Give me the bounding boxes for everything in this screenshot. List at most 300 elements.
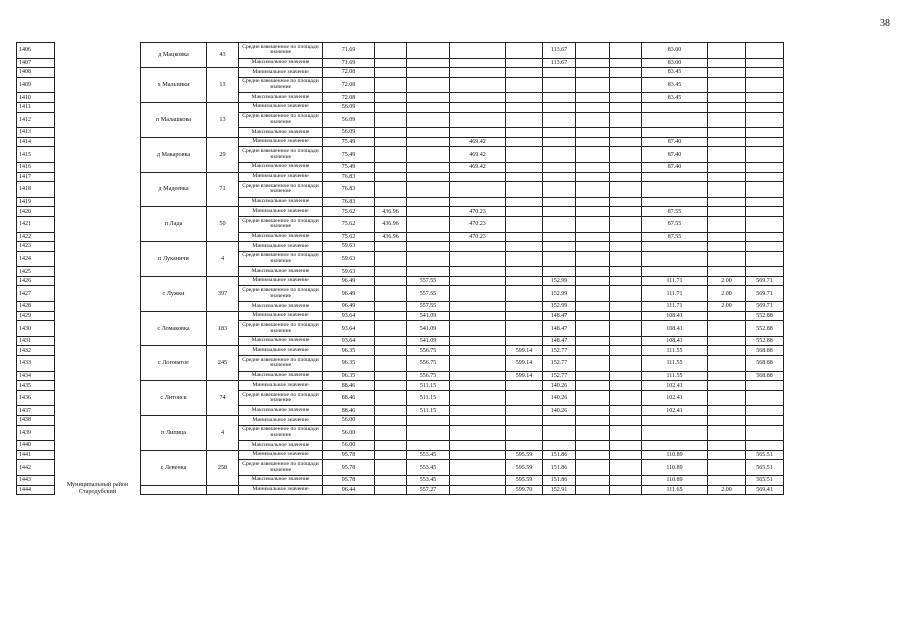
- value-cell: [576, 242, 610, 252]
- value-cell: 75.49: [323, 147, 375, 163]
- settlement-cell: с Литовск: [141, 381, 207, 416]
- metric-label-cell: Максимальное значение: [239, 302, 323, 312]
- value-cell: [375, 172, 407, 182]
- value-cell: 75.62: [323, 216, 375, 232]
- district-cell: [55, 302, 141, 312]
- value-cell: [576, 102, 610, 112]
- value-cell: [576, 58, 610, 68]
- value-cell: 152.77: [543, 371, 576, 381]
- district-cell: [55, 102, 141, 112]
- district-cell: [55, 112, 141, 128]
- value-cell: 568.88: [746, 356, 784, 372]
- value-cell: 140.26: [543, 406, 576, 416]
- value-cell: 470.23: [450, 207, 506, 217]
- value-cell: [576, 251, 610, 267]
- value-cell: [708, 112, 746, 128]
- settlement-cell: д Макаровка: [141, 137, 207, 172]
- table-row: [17, 207, 784, 217]
- value-cell: [610, 182, 642, 198]
- value-cell: [450, 251, 506, 267]
- settlement-cell: д Мадеевка: [141, 172, 207, 207]
- value-cell: [610, 460, 642, 476]
- count-cell: 183: [207, 311, 239, 346]
- table-row: [17, 406, 784, 416]
- value-cell: [543, 416, 576, 426]
- value-cell: 111.55: [642, 356, 708, 372]
- value-cell: 87.55: [642, 216, 708, 232]
- value-cell: 95.78: [323, 460, 375, 476]
- value-cell: 151.86: [543, 475, 576, 485]
- table-row: [17, 475, 784, 485]
- row-number-cell: 1435: [17, 381, 55, 391]
- value-cell: 83.00: [642, 58, 708, 68]
- row-number-cell: 1444: [17, 485, 55, 495]
- value-cell: [708, 162, 746, 172]
- value-cell: [543, 102, 576, 112]
- metric-label-cell: Минимальное значение: [239, 207, 323, 217]
- value-cell: [576, 68, 610, 78]
- value-cell: [407, 441, 450, 451]
- metric-label-cell: Минимальное значение: [239, 172, 323, 182]
- value-cell: 599.14: [506, 346, 543, 356]
- value-cell: [506, 137, 543, 147]
- value-cell: [407, 232, 450, 242]
- table-row: [17, 381, 784, 391]
- value-cell: [642, 425, 708, 441]
- value-cell: [407, 425, 450, 441]
- value-cell: [543, 216, 576, 232]
- row-number-cell: 1408: [17, 68, 55, 78]
- metric-label-cell: Средне взвешенное по площади значение: [239, 356, 323, 372]
- value-cell: [610, 251, 642, 267]
- value-cell: 469.42: [450, 147, 506, 163]
- value-cell: [375, 58, 407, 68]
- value-cell: 59.63: [323, 242, 375, 252]
- value-cell: 569.71: [746, 286, 784, 302]
- row-number-cell: 1438: [17, 416, 55, 426]
- value-cell: [642, 112, 708, 128]
- value-cell: [543, 77, 576, 93]
- table-row: [17, 77, 784, 93]
- value-cell: [375, 475, 407, 485]
- value-cell: [450, 336, 506, 346]
- table-row: [17, 286, 784, 302]
- value-cell: [506, 77, 543, 93]
- value-cell: [708, 43, 746, 59]
- value-cell: [407, 267, 450, 277]
- value-cell: 87.55: [642, 207, 708, 217]
- value-cell: 87.40: [642, 137, 708, 147]
- value-cell: [450, 172, 506, 182]
- table-row: [17, 302, 784, 312]
- value-cell: [642, 267, 708, 277]
- value-cell: [375, 425, 407, 441]
- value-cell: [610, 207, 642, 217]
- value-cell: 595.59: [506, 450, 543, 460]
- value-cell: [708, 207, 746, 217]
- value-cell: [746, 416, 784, 426]
- district-cell: [55, 147, 141, 163]
- row-number-cell: 1418: [17, 182, 55, 198]
- value-cell: [642, 242, 708, 252]
- value-cell: [576, 128, 610, 138]
- district-cell: [55, 93, 141, 103]
- value-cell: [610, 381, 642, 391]
- table-row: [17, 460, 784, 476]
- value-cell: [450, 276, 506, 286]
- value-cell: 557.55: [407, 302, 450, 312]
- district-cell: [55, 207, 141, 217]
- table-row: [17, 441, 784, 451]
- metric-label-cell: Максимальное значение: [239, 371, 323, 381]
- value-cell: [746, 162, 784, 172]
- value-cell: [746, 207, 784, 217]
- settlement-cell: д Мацковка: [141, 43, 207, 68]
- count-cell: 13: [207, 102, 239, 137]
- value-cell: [576, 267, 610, 277]
- value-cell: 56.09: [323, 102, 375, 112]
- value-cell: [543, 182, 576, 198]
- value-cell: [407, 197, 450, 207]
- metric-label-cell: Минимальное значение: [239, 68, 323, 78]
- value-cell: [375, 147, 407, 163]
- value-cell: [576, 302, 610, 312]
- value-cell: [375, 267, 407, 277]
- value-cell: [746, 147, 784, 163]
- value-cell: [375, 302, 407, 312]
- metric-label-cell: Минимальное значение: [239, 346, 323, 356]
- value-cell: [506, 406, 543, 416]
- value-cell: 93.64: [323, 311, 375, 321]
- district-cell: [55, 356, 141, 372]
- table-row: [17, 242, 784, 252]
- value-cell: [610, 232, 642, 242]
- value-cell: [708, 128, 746, 138]
- value-cell: [610, 162, 642, 172]
- metric-label-cell: Максимальное значение: [239, 232, 323, 242]
- value-cell: 148.47: [543, 321, 576, 337]
- metric-label-cell: Средне взвешенное по площади значение: [239, 43, 323, 59]
- metric-label-cell: Средне взвешенное по площади значение: [239, 147, 323, 163]
- value-cell: [610, 102, 642, 112]
- metric-label-cell: Максимальное значение: [239, 441, 323, 451]
- row-number-cell: 1427: [17, 286, 55, 302]
- metric-label-cell: Минимальное значение: [239, 102, 323, 112]
- row-number-cell: 1417: [17, 172, 55, 182]
- count-cell: 258: [207, 450, 239, 485]
- value-cell: [708, 216, 746, 232]
- value-cell: [506, 441, 543, 451]
- value-cell: 436.96: [375, 216, 407, 232]
- table-row: [17, 311, 784, 321]
- district-cell: [55, 276, 141, 286]
- value-cell: [506, 182, 543, 198]
- value-cell: [708, 197, 746, 207]
- value-cell: 2.00: [708, 286, 746, 302]
- value-cell: [543, 242, 576, 252]
- value-cell: 556.75: [407, 346, 450, 356]
- row-number-cell: 1429: [17, 311, 55, 321]
- table-row: [17, 251, 784, 267]
- row-number-cell: 1414: [17, 137, 55, 147]
- table-row: [17, 450, 784, 460]
- value-cell: [450, 425, 506, 441]
- settlement-cell: с Логоватое: [141, 346, 207, 381]
- table-row: [17, 276, 784, 286]
- value-cell: [746, 251, 784, 267]
- value-cell: 111.55: [642, 371, 708, 381]
- table-row: [17, 43, 784, 59]
- value-cell: [576, 336, 610, 346]
- value-cell: [375, 128, 407, 138]
- value-cell: [642, 441, 708, 451]
- district-cell: [55, 416, 141, 426]
- table-row: [17, 112, 784, 128]
- value-cell: [708, 68, 746, 78]
- row-number-cell: 1442: [17, 460, 55, 476]
- value-cell: [543, 68, 576, 78]
- value-cell: [576, 112, 610, 128]
- row-number-cell: 1426: [17, 276, 55, 286]
- value-cell: 76.83: [323, 197, 375, 207]
- value-cell: 541.09: [407, 336, 450, 346]
- district-cell: [55, 311, 141, 321]
- value-cell: [610, 112, 642, 128]
- district-cell: [55, 406, 141, 416]
- metric-label-cell: Минимальное значение: [239, 450, 323, 460]
- value-cell: [642, 251, 708, 267]
- value-cell: [407, 102, 450, 112]
- value-cell: [375, 112, 407, 128]
- settlement-cell: х Мальники: [141, 68, 207, 103]
- value-cell: 72.08: [323, 68, 375, 78]
- row-number-cell: 1419: [17, 197, 55, 207]
- value-cell: [543, 425, 576, 441]
- value-cell: [610, 485, 642, 495]
- value-cell: [450, 416, 506, 426]
- value-cell: [708, 77, 746, 93]
- value-cell: [708, 232, 746, 242]
- value-cell: 148.47: [543, 336, 576, 346]
- value-cell: 71.69: [323, 43, 375, 59]
- value-cell: [708, 460, 746, 476]
- value-cell: [506, 267, 543, 277]
- value-cell: [746, 197, 784, 207]
- value-cell: [576, 147, 610, 163]
- value-cell: [708, 251, 746, 267]
- value-cell: [450, 381, 506, 391]
- value-cell: [576, 93, 610, 103]
- value-cell: [375, 242, 407, 252]
- value-cell: [375, 441, 407, 451]
- value-cell: [642, 197, 708, 207]
- value-cell: 2.00: [708, 302, 746, 312]
- value-cell: [506, 276, 543, 286]
- value-cell: [543, 207, 576, 217]
- value-cell: [610, 321, 642, 337]
- row-number-cell: 1436: [17, 390, 55, 406]
- district-cell: [55, 216, 141, 232]
- value-cell: [506, 43, 543, 59]
- value-cell: [506, 390, 543, 406]
- count-cell: 50: [207, 207, 239, 242]
- metric-label-cell: Минимальное значение: [239, 276, 323, 286]
- value-cell: [407, 43, 450, 59]
- value-cell: [576, 441, 610, 451]
- value-cell: 110.89: [642, 450, 708, 460]
- value-cell: [375, 336, 407, 346]
- row-number-cell: 1412: [17, 112, 55, 128]
- value-cell: [450, 93, 506, 103]
- table-row: [17, 93, 784, 103]
- value-cell: [610, 242, 642, 252]
- settlement-cell: п Липица: [141, 416, 207, 451]
- value-cell: 511.15: [407, 381, 450, 391]
- value-cell: 569.71: [746, 276, 784, 286]
- value-cell: [450, 77, 506, 93]
- value-cell: [610, 336, 642, 346]
- metric-label-cell: Минимальное значение: [239, 242, 323, 252]
- district-cell: [55, 321, 141, 337]
- value-cell: [576, 416, 610, 426]
- value-cell: 113.67: [543, 43, 576, 59]
- value-cell: [375, 371, 407, 381]
- value-cell: 56.09: [323, 128, 375, 138]
- value-cell: [610, 128, 642, 138]
- value-cell: [746, 77, 784, 93]
- value-cell: 541.09: [407, 311, 450, 321]
- value-cell: [708, 346, 746, 356]
- value-cell: [375, 182, 407, 198]
- metric-label-cell: Максимальное значение: [239, 93, 323, 103]
- row-number-cell: 1428: [17, 302, 55, 312]
- value-cell: 436.96: [375, 207, 407, 217]
- value-cell: [543, 147, 576, 163]
- metric-label-cell: Максимальное значение: [239, 197, 323, 207]
- value-cell: [642, 182, 708, 198]
- value-cell: 93.64: [323, 336, 375, 346]
- count-cell: 245: [207, 346, 239, 381]
- value-cell: [407, 242, 450, 252]
- row-number-cell: 1409: [17, 77, 55, 93]
- value-cell: [543, 197, 576, 207]
- district-cell: [55, 137, 141, 147]
- value-cell: [708, 267, 746, 277]
- value-cell: [375, 381, 407, 391]
- value-cell: [576, 216, 610, 232]
- row-number-cell: 1441: [17, 450, 55, 460]
- district-cell: [55, 232, 141, 242]
- value-cell: 76.83: [323, 182, 375, 198]
- value-cell: 470.23: [450, 232, 506, 242]
- district-cell: [55, 128, 141, 138]
- value-cell: [576, 172, 610, 182]
- value-cell: [610, 58, 642, 68]
- value-cell: 56.00: [323, 425, 375, 441]
- value-cell: 140.26: [543, 381, 576, 391]
- value-cell: [543, 251, 576, 267]
- table-row: [17, 232, 784, 242]
- value-cell: [642, 416, 708, 426]
- value-cell: [708, 390, 746, 406]
- value-cell: [610, 302, 642, 312]
- value-cell: [610, 346, 642, 356]
- value-cell: [506, 102, 543, 112]
- table-row: [17, 216, 784, 232]
- value-cell: [610, 172, 642, 182]
- value-cell: [450, 475, 506, 485]
- value-cell: 87.40: [642, 147, 708, 163]
- settlement-cell: [141, 485, 207, 495]
- value-cell: [450, 112, 506, 128]
- count-cell: 43: [207, 43, 239, 68]
- value-cell: [375, 311, 407, 321]
- value-cell: [506, 93, 543, 103]
- settlement-cell: с Левенка: [141, 450, 207, 485]
- value-cell: [576, 475, 610, 485]
- value-cell: 88.46: [323, 406, 375, 416]
- value-cell: 556.75: [407, 371, 450, 381]
- value-cell: [610, 68, 642, 78]
- value-cell: [746, 406, 784, 416]
- value-cell: 108.41: [642, 336, 708, 346]
- value-cell: [450, 450, 506, 460]
- value-cell: [450, 485, 506, 495]
- value-cell: [450, 286, 506, 302]
- table-row: [17, 371, 784, 381]
- value-cell: 102.41: [642, 406, 708, 416]
- district-cell: [55, 441, 141, 451]
- row-number-cell: 1413: [17, 128, 55, 138]
- metric-label-cell: Средне взвешенное по площади значение: [239, 251, 323, 267]
- value-cell: [407, 137, 450, 147]
- value-cell: [746, 58, 784, 68]
- settlement-cell: п Лада: [141, 207, 207, 242]
- value-cell: [576, 197, 610, 207]
- metric-label-cell: Максимальное значение: [239, 336, 323, 346]
- metric-label-cell: Максимальное значение: [239, 267, 323, 277]
- value-cell: 152.99: [543, 286, 576, 302]
- value-cell: [708, 450, 746, 460]
- value-cell: 102.41: [642, 381, 708, 391]
- district-cell: [55, 286, 141, 302]
- value-cell: [576, 356, 610, 372]
- value-cell: [407, 68, 450, 78]
- table-row: [17, 416, 784, 426]
- value-cell: [450, 356, 506, 372]
- value-cell: [708, 356, 746, 372]
- value-cell: 83.00: [642, 43, 708, 59]
- settlement-cell: п Луканичи: [141, 242, 207, 277]
- table-row: [17, 346, 784, 356]
- row-number-cell: 1425: [17, 267, 55, 277]
- row-number-cell: 1422: [17, 232, 55, 242]
- value-cell: [610, 311, 642, 321]
- value-cell: [375, 321, 407, 337]
- value-cell: [746, 242, 784, 252]
- value-cell: [450, 242, 506, 252]
- value-cell: [746, 267, 784, 277]
- row-number-cell: 1411: [17, 102, 55, 112]
- metric-label-cell: Средне взвешенное по площади значение: [239, 425, 323, 441]
- value-cell: [576, 286, 610, 302]
- value-cell: [543, 128, 576, 138]
- district-cell: [55, 182, 141, 198]
- value-cell: [506, 147, 543, 163]
- value-cell: 95.78: [323, 450, 375, 460]
- value-cell: [610, 147, 642, 163]
- metric-label-cell: Средне взвешенное по площади значение: [239, 182, 323, 198]
